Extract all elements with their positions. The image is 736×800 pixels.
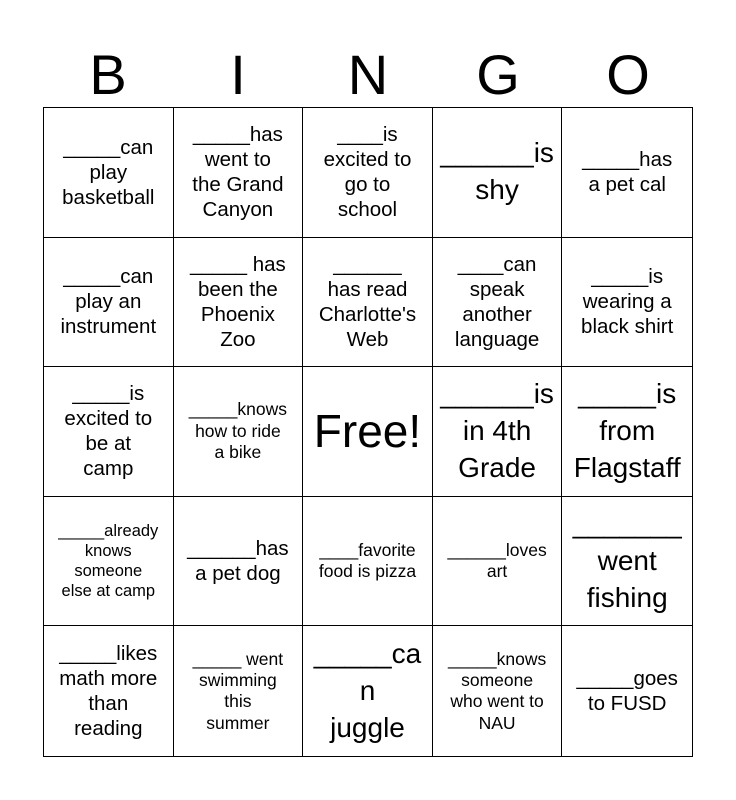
cell-text: ____is excited to go to school [323,123,412,222]
bingo-cell-i4[interactable] [174,497,304,627]
cell-text: ______is in 4th Grade [440,378,554,483]
cell-text: _____goes to FUSD [576,667,678,716]
cell-text: _____knows someone who went to NAU [447,648,547,733]
cell-text: _____can play basketball [62,135,155,209]
cell-text: _____is wearing a black shirt [581,265,674,339]
cell-text: _______ went fishing [572,507,682,613]
cell-text: _____ has been the Phoenix Zoo [190,252,286,351]
bingo-cell-n4[interactable] [303,497,433,627]
cell-text: ____favorite food is pizza [318,539,417,582]
header-letter-b: B [89,43,127,106]
cell-text: _____knows how to ride a bike [188,399,288,463]
header-letter-i: I [230,43,246,106]
bingo-cell-b5[interactable] [44,626,174,756]
bingo-cell-i2[interactable] [174,238,304,368]
cell-text: ______ has read Charlotte's Web [318,252,417,351]
cell-text: _____has a pet cal [582,148,673,197]
free-space-label: Free! [313,405,422,458]
bingo-cell-b2[interactable] [44,238,174,368]
bingo-cell-i5[interactable] [174,626,304,756]
header-letter-o: O [606,43,650,106]
cell-text: _____is excited to be at camp [64,382,153,481]
bingo-cell-b4[interactable] [44,497,174,627]
bingo-cell-o3[interactable] [562,367,692,497]
cell-text: _____has went to the Grand Canyon [192,123,284,222]
cell-text: ______is shy [440,137,554,206]
bingo-cell-o2[interactable] [562,238,692,368]
bingo-cell-o4[interactable] [562,497,692,627]
bingo-cell-g5[interactable] [433,626,563,756]
cell-text: ______has a pet dog [187,537,289,586]
bingo-cell-o1[interactable] [562,108,692,238]
cell-text: ______loves art [447,539,547,582]
header-letter-n: N [347,43,389,106]
cell-text: _____can play an instrument [60,265,157,339]
bingo-cell-n5[interactable] [303,626,433,756]
bingo-cell-b1[interactable] [44,108,174,238]
bingo-cell-g2[interactable] [433,238,563,368]
cell-text: _____likes math more than reading [59,642,158,741]
bingo-cell-n2[interactable] [303,238,433,368]
cell-text: _____ went swimming this summer [192,648,284,733]
cell-text: _____already knows someone else at camp [58,521,159,601]
cell-text: _____can juggle [313,637,422,743]
bingo-header [43,44,693,106]
bingo-free-space[interactable] [303,367,433,497]
bingo-cell-i1[interactable] [174,108,304,238]
bingo-board [43,107,693,757]
bingo-cell-g4[interactable] [433,497,563,627]
bingo-cell-i3[interactable] [174,367,304,497]
bingo-cell-b3[interactable] [44,367,174,497]
header-letter-g: G [476,43,520,106]
bingo-cell-n1[interactable] [303,108,433,238]
bingo-cell-g3[interactable] [433,367,563,497]
cell-text: ____can speak another language [454,252,540,351]
cell-text: _____is from Flagstaff [573,378,681,483]
bingo-cell-g1[interactable] [433,108,563,238]
bingo-cell-o5[interactable] [562,626,692,756]
